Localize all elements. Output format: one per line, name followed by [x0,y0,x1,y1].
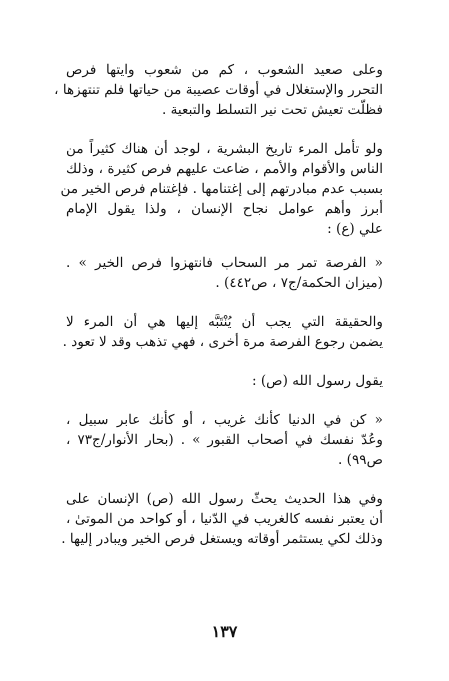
quote-line: « الفرصة تمر مر السحاب فانتهزوا فرص الخير » . [66,255,383,271]
text-line: يقول رسول الله (ص) : [251,373,383,389]
text-line: التحرر والإستغلال في أوقات عصيبة من حياتها فلم تنتهزها ، [54,82,383,98]
paragraph-prophet-says [66,371,383,391]
text-line: وذلك لكي يستثمر أوقاته ويستغل فرص الخير ويبادر إليها . [61,531,383,547]
text-line: فظلّت تعيش تحت نير التسلط والتبعية . [162,102,383,118]
text-line: الناس والأقوام والأمم ، ضاعت عليهم فرص كثيرة ، وذلك [66,161,383,177]
paragraph-history-of-mankind [60,139,383,239]
paragraph-truth [62,312,383,352]
text-line: والحقيقة التي يجب أن يُنْتَبَّه إليها هي أن المرء لا [66,314,383,330]
page-number: ١٣٧ [211,622,238,641]
text-line: أن يعتبر نفسه كالغريب في الدّنيا ، أو كواحد من الموتىٰ ، [66,511,383,527]
quote-line: « كن في الدنيا كأنك غريب ، أو كأنك عابر سبيل ، [66,412,383,428]
citation-line: (ميزان الحكمة/ج٧ ، ص٤٤٢) . [215,275,383,291]
text-line: يضمن رجوع الفرصة مرة أخرى ، فهي تذهب وقد لا تعود . [62,334,383,350]
quote-line: وعُدّ نفسك في أصحاب القبور » . (بحار الأنوار/ج٧٣ ، [66,432,383,448]
text-line: وعلى صعيد الشعوب ، كم من شعوب وايتها فرص [66,62,383,78]
text-line: وفي هذا الحديث يحثّ رسول الله (ص) الإنسان على [66,491,383,507]
quote-imam-ali [66,253,383,293]
paragraph-hadith-commentary [61,489,383,549]
text-line: بسبب عدم مبادرتهم إلى إغتنامها . فإغتنام فرص الخير من [60,181,383,197]
text-line: علي (ع) : [327,221,383,237]
citation-line: ص٩٩) . [338,452,383,468]
page-body [54,60,383,549]
text-line: أبرز وأهم عوامل نجاح الإنسان ، ولذا يقول الإمام [66,201,383,217]
text-line: ولو تأمل المرء تاريخ البشرية ، لوجد أن هناك كثيراً من [66,141,383,157]
quote-prophet [66,410,383,470]
paragraph-peoples-opportunities [54,60,383,120]
